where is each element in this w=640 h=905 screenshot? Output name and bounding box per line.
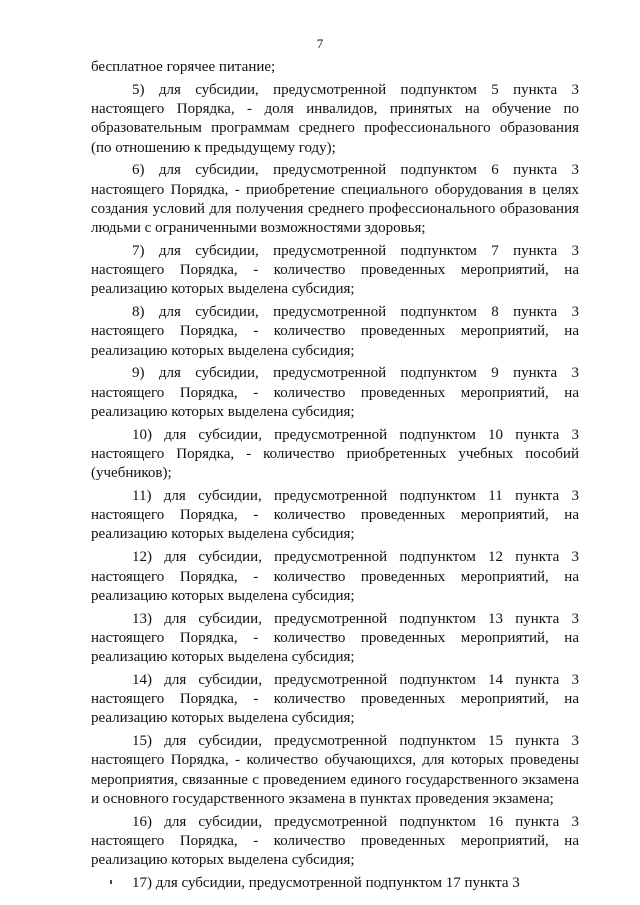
paragraph-item-7: 7) для субсидии, предусмотренной подпунктом 7 пункта 3 настоящего Порядка, - количество проведенных мероприятий, на реализацию которых выделена субсидия; xyxy=(91,242,579,298)
paragraph-item-10: 10) для субсидии, предусмотренной подпунктом 10 пункта 3 настоящего Порядка, - количество приобретенных учебных пособий (учебников); xyxy=(91,426,579,482)
paragraph-item-13: 13) для субсидии, предусмотренной подпунктом 13 пункта 3 настоящего Порядка, - количество проведенных мероприятий, на реализацию которых выделена субсидия; xyxy=(91,610,579,666)
page-number: 7 xyxy=(316,36,324,51)
paragraph-item-12: 12) для субсидии, предусмотренной подпунктом 12 пункта 3 настоящего Порядка, - количество проведенных мероприятий, на реализацию которых выделена субсидия; xyxy=(91,549,579,604)
document-body xyxy=(91,58,579,897)
paragraph-item-14: 14) для субсидии, предусмотренной подпунктом 14 пункта 3 настоящего Порядка, - количество проведенных мероприятий, на реализацию которых выделена субсидия; xyxy=(91,671,579,727)
paragraph-item-8: 8) для субсидии, предусмотренной подпунктом 8 пункта 3 настоящего Порядка, - количество проведенных мероприятий, на реализацию которых выделена субсидия; xyxy=(91,304,579,359)
paragraph-continuation: бесплатное горячее питание; xyxy=(91,59,276,75)
paragraph-item-6: 6) для субсидии, предусмотренной подпунктом 6 пункта 3 настоящего Порядка, - приобретение специального оборудования в целях создания условий для получения среднего профессионального образования людьми с ограниченными возможностями здоровья; xyxy=(91,162,579,236)
paragraph-item-11: 11) для субсидии, предусмотренной подпунктом 11 пункта 3 настоящего Порядка, - количество проведенных мероприятий, на реализацию которых выделена субсидия; xyxy=(91,488,579,543)
paragraph-item-15: 15) для субсидии, предусмотренной подпунктом 15 пункта 3 настоящего Порядка, - количество обучающихся, для которых проведены мероприятия, связанные с проведением единого государственного экзамена и основного государственного экзамена в пунктах проведения экзамена; xyxy=(91,733,579,807)
paragraph-item-17: 17) для субсидии, предусмотренной подпунктом 17 пункта 3 xyxy=(132,875,520,892)
paragraph-item-5: 5) для субсидии, предусмотренной подпунктом 5 пункта 3 настоящего Порядка, - доля инвалидов, принятых на обучение по образовательным программам среднего профессионального образования (по отношению к предыдущему году); xyxy=(91,81,579,156)
paragraph-item-16: 16) для субсидии, предусмотренной подпунктом 16 пункта 3 настоящего Порядка, - количество проведенных мероприятий, на реализацию которых выделена субсидия; xyxy=(91,813,579,869)
scan-margin-mark xyxy=(110,880,112,884)
paragraph-item-9: 9) для субсидии, предусмотренной подпунктом 9 пункта 3 настоящего Порядка, - количество проведенных мероприятий, на реализацию которых выделена субсидия; xyxy=(91,365,579,420)
